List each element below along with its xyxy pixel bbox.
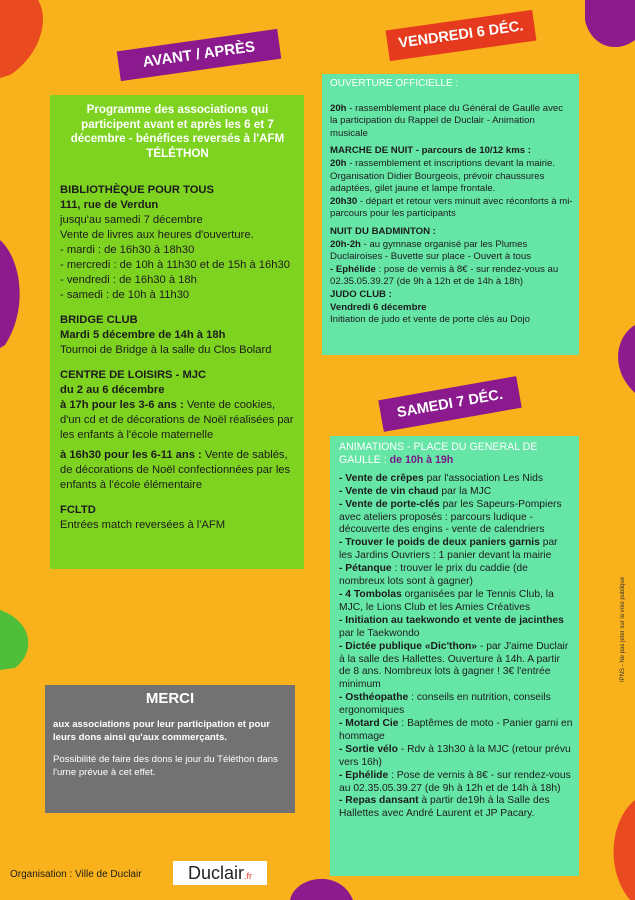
tag-avant-apres: AVANT / APRÈS <box>117 29 282 81</box>
samedi-header: ANIMATIONS - PLACE DU GENERAL DE GAULLE : de 10h à 19h <box>339 441 538 467</box>
loisirs-item-a: à 17h pour les 3-6 ans : Vente de cookies, d'un cd et de décorations de Noël réalisées par les enfants à l'école maternelle <box>60 399 294 441</box>
marche-title: MARCHE DE NUIT - parcours de 10/12 kms : <box>330 145 531 157</box>
vendredi-rassemblement: 20h - rassemblement place du Général de Gaulle avec la participation du Rappel de Duclair - Animation musicale <box>330 102 564 139</box>
vendredi-header: OUVERTURE OFFICIELLE : <box>330 78 459 89</box>
badminton-title: NUIT DU BADMINTON : <box>330 225 436 237</box>
marche-item: 20h30 - départ et retour vers minuit avec réconforts à mi-parcours pour les participants <box>330 195 573 220</box>
bridge-title: BRIDGE CLUB <box>60 314 138 326</box>
samedi-item: - Sortie vélo - Rdv à 13h30 à la MJC (retour prévu vers 16h) <box>339 743 571 768</box>
merci-bold-text: aux associations pour leur participation et pour leurs dons ainsi qu'aux commerçants. <box>53 719 270 743</box>
samedi-item: - Initiation au taekwondo et vente de jacinthes par le Taekwondo <box>339 614 564 639</box>
samedi-item: - Trouver le poids de deux paniers garnis par les Jardins Ouvriers : 1 panier devant la mairie <box>339 537 558 562</box>
samedi-panel <box>330 436 579 876</box>
bibliotheque-address: 111, rue de Verdun <box>60 199 159 211</box>
loisirs-title: CENTRE DE LOISIRS - MJC <box>60 369 207 381</box>
merci-panel <box>45 685 295 813</box>
top-right-blob <box>555 0 635 60</box>
tag-samedi: SAMEDI 7 DÉC. <box>378 376 521 432</box>
fcltd-text: Entrées match reversées à l'AFM <box>60 519 226 531</box>
duclair-logo: Duclair.fr <box>173 861 267 885</box>
bibliotheque-line: - mardi : de 16h30 à 18h30 <box>60 244 195 256</box>
samedi-item: - Repas dansant à partir de19h à la Salle des Hallettes avec André Laurent et JP Pacary. <box>339 795 550 820</box>
side-note: IPNS - Ne pas jeter sur la voie publique <box>620 576 626 682</box>
top-left-blob <box>0 0 60 80</box>
bibliotheque-title: BIBLIOTHÈQUE POUR TOUS <box>60 184 214 196</box>
merci-title: MERCI <box>145 690 195 707</box>
samedi-item: - 4 Tombolas organisées par le Tennis Club, la MJC, le Lions Club et les Amies Créatives <box>339 588 554 613</box>
samedi-item: - Vente de crêpes par l'association Les Nids <box>339 472 543 484</box>
samedi-item: - Motard Cie : Baptêmes de moto - Panier garni en hommage <box>339 718 573 742</box>
associations-intro: Programme des associations qui participent avant et après les 6 et 7 décembre - bénéfices reversés à l'AFM TÉLÉTHON <box>70 103 285 160</box>
samedi-item: - Dictée publique «Dic'thon» - par J'aime Duclair à la salle des Hallettes. Ouverture à 14h. A partir de 8 ans. Nombreux lots à gagner ! 3€ l'entrée minimum <box>339 640 569 691</box>
bibliotheque-line: - samedi : de 10h à 11h30 <box>60 289 190 301</box>
samedi-item: - Vente de vin chaud par la MJC <box>339 485 492 497</box>
judo-title: JUDO CLUB : <box>330 288 392 300</box>
left-purple-blob <box>0 230 30 350</box>
samedi-items-list <box>339 473 573 821</box>
associations-panel <box>50 95 304 569</box>
bridge-text: Tournoi de Bridge à la salle du Clos Bolard <box>60 344 272 356</box>
samedi-item: - Osthéopathe : conseils en nutrition, conseils ergonomiques <box>339 692 551 717</box>
badminton-item: 20h-2h - au gymnase organisé par les Plumes Duclairoises - Buvette sur place - Ouvert à tous <box>330 238 532 263</box>
tag-vendredi: VENDREDI 6 DÉC. <box>386 10 537 61</box>
footer-organisation: Organisation : Ville de Duclair <box>10 869 142 880</box>
right-purple-blob <box>605 325 635 395</box>
left-green-blob <box>0 610 40 670</box>
samedi-item: - Pétanque : trouver le prix du caddie (de nombreux lots sont à gagner) <box>339 563 528 588</box>
vendredi-panel <box>322 74 579 355</box>
bibliotheque-line: Vente de livres aux heures d'ouverture. <box>60 229 254 241</box>
loisirs-item-b: à 16h30 pour les 6-11 ans : Vente de sablés, de décorations de Noël confectionnées par les enfants à l'école élémentaire <box>60 449 291 491</box>
loisirs-date: du 2 au 6 décembre <box>60 384 165 396</box>
judo-date: Vendredi 6 décembre <box>330 301 427 313</box>
bibliotheque-line: - vendredi : de 16h30 à 18h <box>60 274 197 286</box>
bridge-date: Mardi 5 décembre de 14h à 18h <box>60 329 226 341</box>
bibliotheque-line: - mercredi : de 10h à 11h30 et de 15h à 16h30 <box>60 259 290 271</box>
marche-item: 20h - rassemblement et inscriptions devant la mairie. Organisation Didier Bourgeois, prévoir chaussures adaptées, gilet jaune et lampe frontale. <box>330 157 556 195</box>
fcltd-title: FCLTD <box>60 504 96 516</box>
badminton-item: - Ephélide : pose de vernis à 8€ - sur rendez-vous au 02.35.05.39.27 (de 9h à 12h et de 14h à 18h) <box>330 263 559 288</box>
judo-text: Initiation de judo et vente de porte clés au Dojo <box>330 314 531 326</box>
merci-text: Possibilité de faire des dons le jour du Téléthon dans l'urne prévue à cet effet. <box>53 754 278 778</box>
bottom-right-blob <box>585 800 635 900</box>
bibliotheque-line: jusqu'au samedi 7 décembre <box>60 214 203 226</box>
samedi-item: - Ephélide : Pose de vernis à 8€ - sur rendez-vous au 02.35.05.39.27 (de 9h à 12h et de 14h à 18h) <box>339 769 571 794</box>
samedi-item: - Vente de porte-clés par les Sapeurs-Pompiers avec ateliers proposés : parcours ludique - découverte des engins - vente de calendriers <box>339 498 562 536</box>
